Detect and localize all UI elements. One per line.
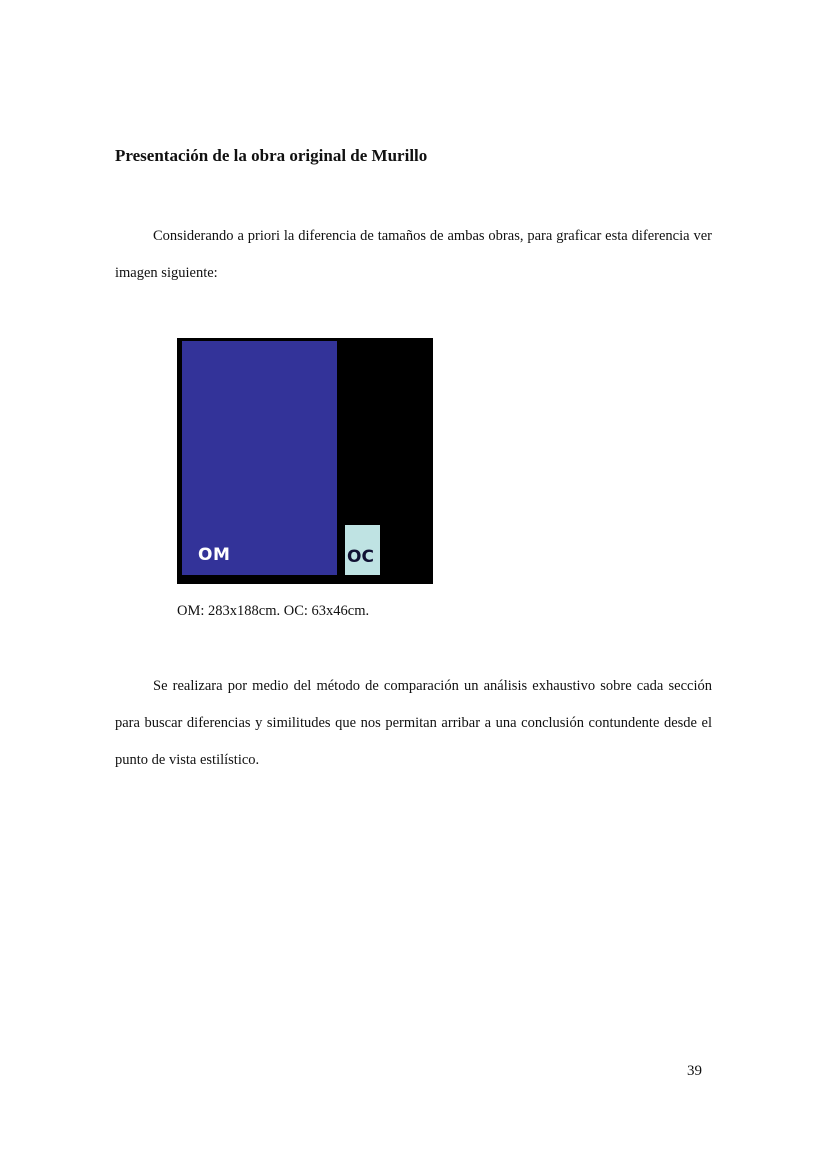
size-comparison-figure [177,338,433,584]
oc-artwork-block [345,525,380,575]
page-number: 39 [687,1063,702,1079]
oc-label: OC [347,547,374,567]
om-label: OM [198,545,231,565]
method-paragraph: Se realizara por medio del método de comparación un análisis exhaustivo sobre cada sección para buscar diferencias y similitudes que nos permitan arribar a una conclusión contundente desde el punto de vista estilístico. [115,678,712,768]
intro-paragraph: Considerando a priori la diferencia de tamaños de ambas obras, para graficar esta diferencia ver imagen siguiente: [115,228,712,281]
figure-caption: OM: 283x188cm. OC: 63x46cm. [177,603,370,619]
section-heading: Presentación de la obra original de Murillo [115,146,428,165]
om-artwork-block [182,341,337,575]
